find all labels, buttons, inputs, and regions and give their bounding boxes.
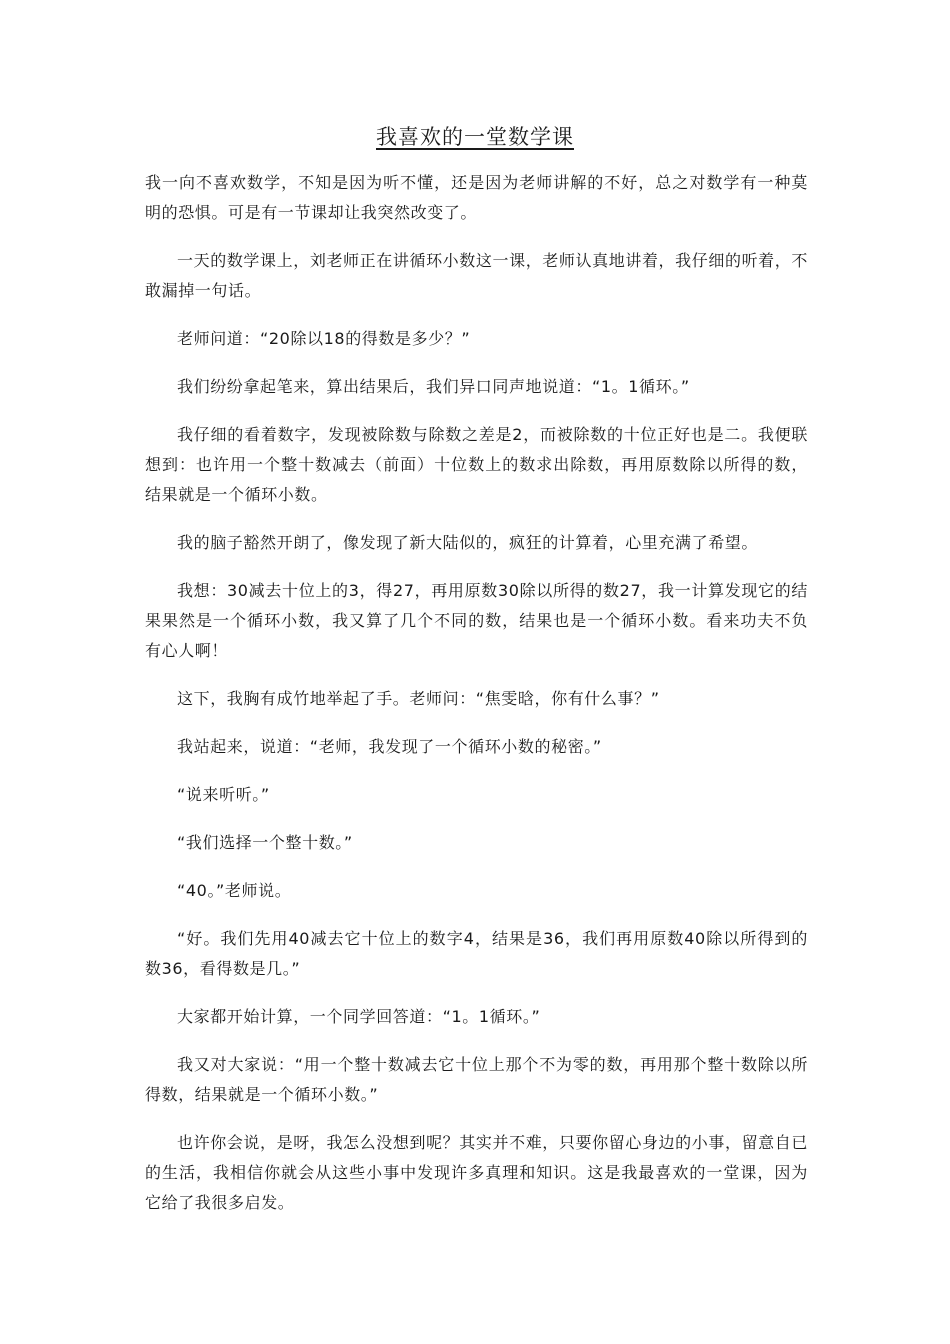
paragraph-13: “好。我们先用40减去它十位上的数字4，结果是36，我们再用原数40除以所得到的数36，看得数是几。” [145,929,808,978]
paragraph-2: 一天的数学课上，刘老师正在讲循环小数这一课，老师认真地讲着，我仔细的听着，不敢漏掉一句话。 [145,251,808,300]
paragraph-11: “我们选择一个整十数。” [177,833,353,852]
paragraph-4: 我们纷纷拿起笔来，算出结果后，我们异口同声地说道：“1。1循环。” [177,377,690,396]
document-body [145,168,808,1218]
paragraph-9: 我站起来，说道：“老师，我发现了一个循环小数的秘密。” [177,737,602,756]
paragraph-5: 我仔细的看着数字，发现被除数与除数之差是2，而被除数的十位正好也是二。我便联想到：也许用一个整十数减去（前面）十位数上的数求出除数，再用原数除以所得的数，结果就是一个循环小数。 [145,425,808,504]
paragraph-8: 这下，我胸有成竹地举起了手。老师问：“焦雯晗，你有什么事？” [177,689,660,708]
paragraph-15: 我又对大家说：“用一个整十数减去它十位上那个不为零的数，再用那个整十数除以所得数，结果就是一个循环小数。” [145,1055,808,1104]
paragraph-1: 我一向不喜欢数学，不知是因为听不懂，还是因为老师讲解的不好，总之对数学有一种莫明的恐惧。可是有一节课却让我突然改变了。 [145,173,808,222]
document-title [0,122,950,152]
paragraph-14: 大家都开始计算，一个同学回答道：“1。1循环。” [177,1007,541,1026]
paragraph-10: “说来听听。” [177,785,270,804]
paragraph-6: 我的脑子豁然开朗了，像发现了新大陆似的，疯狂的计算着，心里充满了希望。 [177,533,759,552]
paragraph-12: “40。”老师说。 [177,881,292,900]
paragraph-7: 我想：30减去十位上的3，得27，再用原数30除以所得的数27，我一计算发现它的结果果然是一个循环小数，我又算了几个不同的数，结果也是一个循环小数。看来功夫不负有心人啊！ [145,581,808,660]
document-title-text: 我喜欢的一堂数学课 [376,125,574,149]
paragraph-3: 老师问道：“20除以18的得数是多少？” [177,329,471,348]
paragraph-16: 也许你会说，是呀，我怎么没想到呢？其实并不难，只要你留心身边的小事，留意自已的生活，我相信你就会从这些小事中发现许多真理和知识。这是我最喜欢的一堂课，因为它给了我很多启发。 [145,1133,808,1212]
